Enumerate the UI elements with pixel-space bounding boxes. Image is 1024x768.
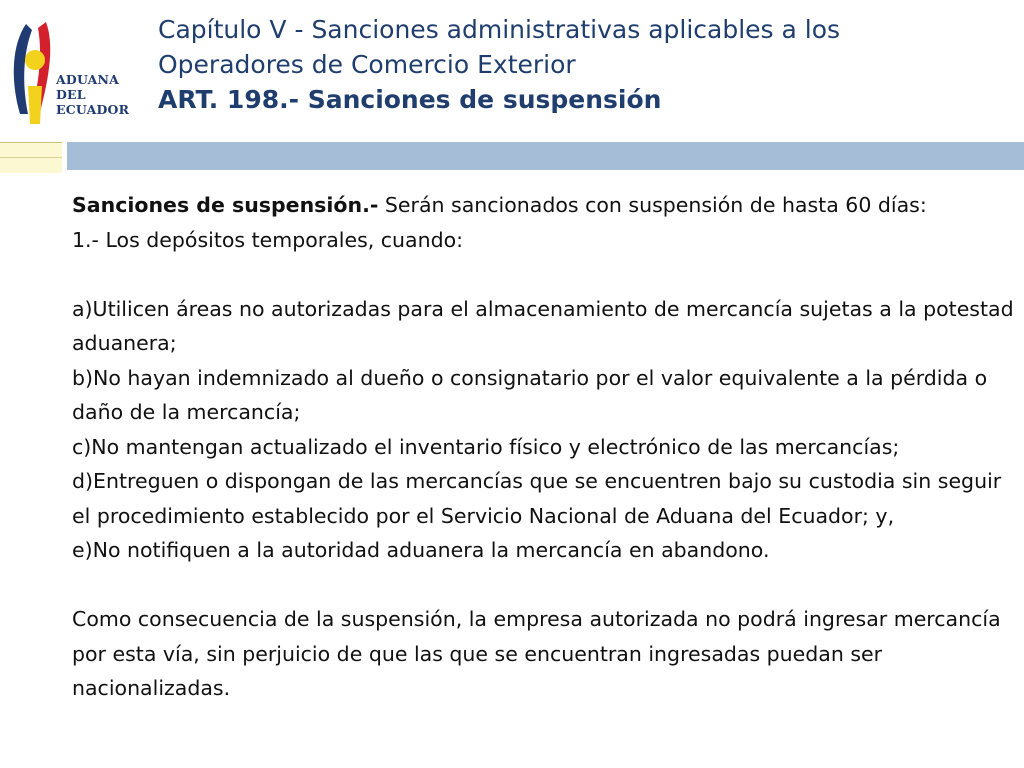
intro-rest: Serán sancionados con suspensión de hasta 60 días: [378, 193, 927, 217]
slide-title [158, 12, 1018, 117]
item-a: a)Utilicen áreas no autorizadas para el almacenamiento de mercancía sujetas a la potestad aduanera; [72, 296, 1014, 355]
logo-line-aduana: ADUANA [56, 72, 120, 87]
item-d: d)Entreguen o dispongan de las mercancías que se encuentren bajo su custodia sin seguir el procedimiento establecido por el Servicio Nacional de Aduana del Ecuador; y, [72, 469, 1002, 528]
logo-line-ecuador: ECUADOR [56, 102, 130, 117]
intro-bold: Sanciones de suspensión.- [72, 193, 379, 217]
aduana-logo [6, 14, 140, 130]
logo-text [56, 72, 129, 117]
decorative-band-right [67, 142, 1024, 170]
conclusion-paragraph: Como consecuencia de la suspensión, la empresa autorizada no podrá ingresar mercancía por esta vía, sin perjuicio de que las que se encuentran ingresadas puedan ser nacionalizadas. [72, 607, 1001, 700]
item-b: b)No hayan indemnizado al dueño o consignatario por el valor equivalente a la pérdida o daño de la mercancía; [72, 365, 988, 424]
item-e: e)No notifiquen a la autoridad aduanera la mercancía en abandono. [72, 538, 770, 562]
item-1: 1.- Los depósitos temporales, cuando: [72, 227, 464, 252]
spacer [72, 257, 1017, 292]
title-line-operators: Operadores de Comercio Exterior [158, 50, 576, 79]
title-line-chapter: Capítulo V - Sanciones administrativas aplicables a los [158, 15, 841, 44]
title-line-article: ART. 198.- Sanciones de suspensión [158, 85, 662, 114]
item-c: c)No mantengan actualizado el inventario físico y electrónico de las mercancías; [72, 434, 900, 459]
spacer [72, 568, 1017, 603]
logo-line-del: DEL [56, 87, 86, 102]
slide-body [72, 188, 1017, 706]
decorative-band-left [0, 142, 62, 173]
intro-paragraph [72, 188, 1017, 223]
